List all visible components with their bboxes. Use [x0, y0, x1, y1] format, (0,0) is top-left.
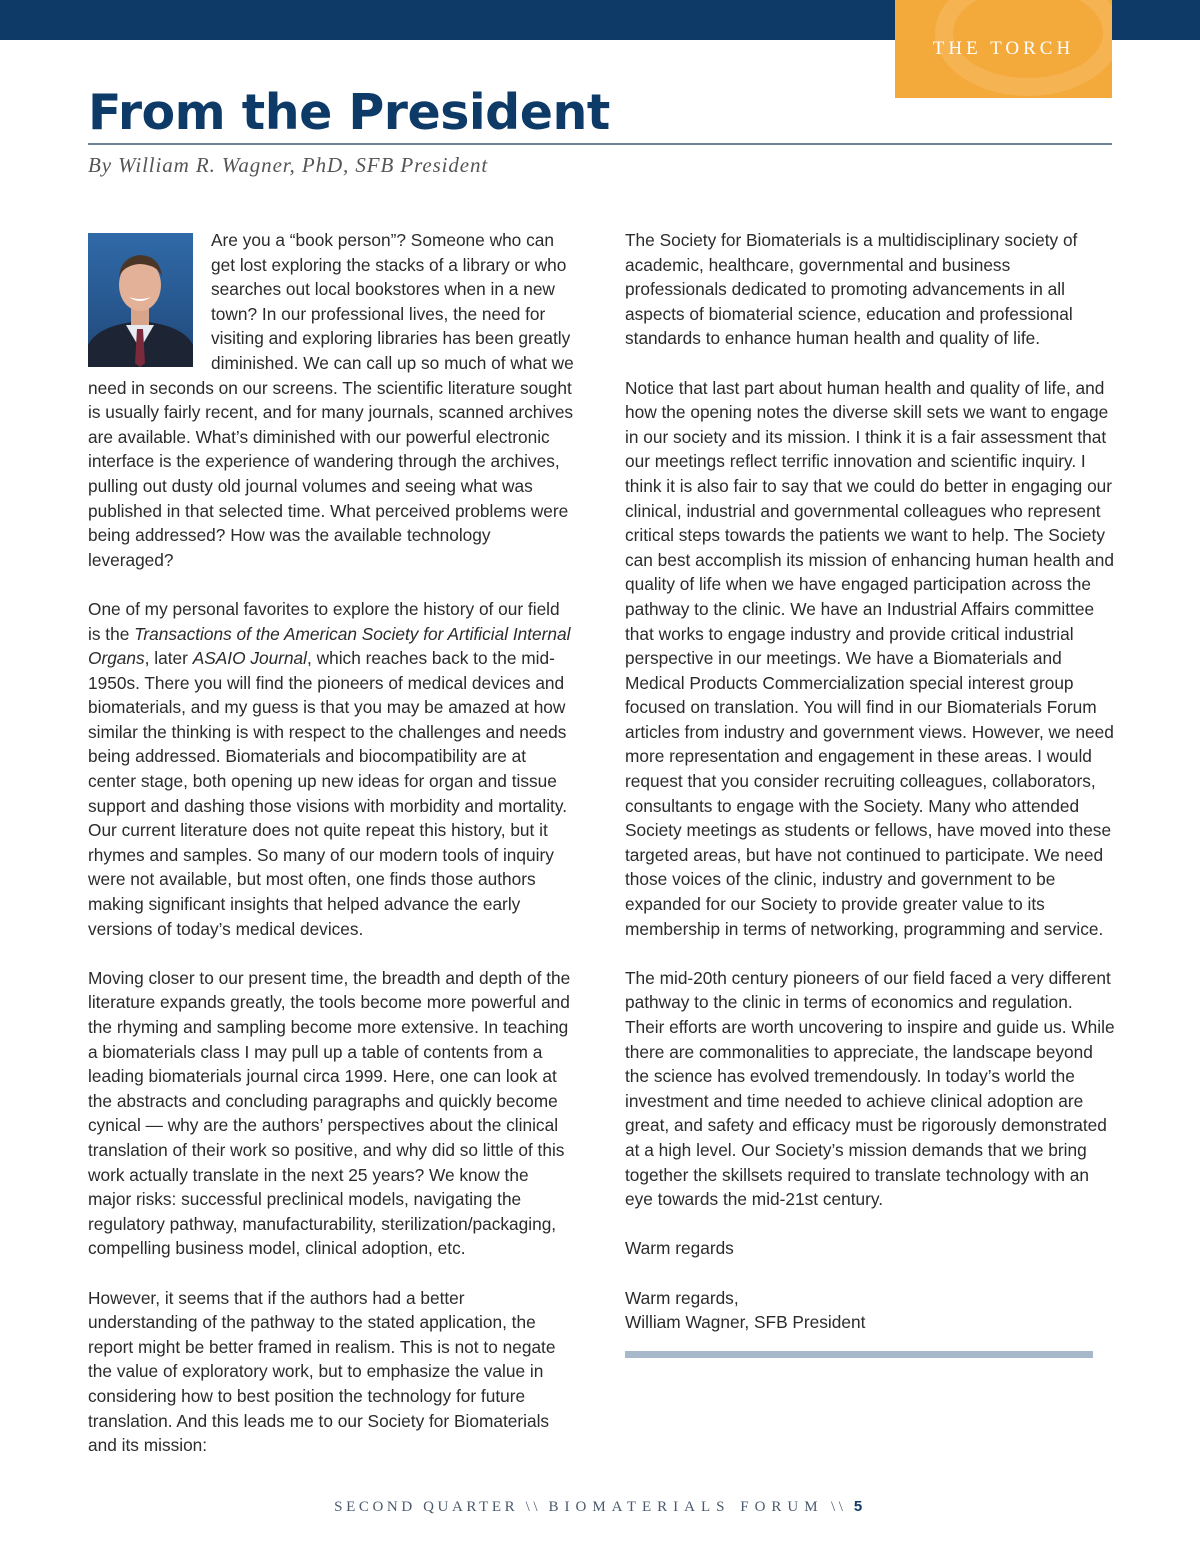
title-divider — [88, 143, 1112, 145]
closing-divider — [625, 1351, 1093, 1358]
closing-line-2: Warm regards, — [625, 1287, 739, 1308]
signature-block — [625, 1286, 1115, 1335]
left-paragraph-2 — [88, 597, 576, 941]
left-paragraph-1: Are you a “book person”? Someone who can get lost exploring the stacks of a library or who searches out local bookstores when in a new town? In our professional lives, the need for visiting and exploring libraries has been greatly diminished. We can call up so much of what we need in seconds on our screens. The scientific literature sought is usually fairly recent, and for many journals, scanned archives are available. What’s diminished with our powerful electronic interface is the experience of wandering through the archives, pulling out dusty old journal volumes and seeing what was published in that selected time. What perceived problems were being addressed? How was the available technology leveraged? — [88, 230, 574, 570]
footer-issue: SECOND QUARTER \\ — [334, 1499, 549, 1515]
left-paragraph-4: However, it seems that if the authors had a better understanding of the pathway to the stated application, the report might be better framed in realism. This is not to negate the value of exploratory work, but to emphasize the value in considering how to best position the technology for future translation. And this leads me to our Society for Biomaterials and its mission: — [88, 1287, 556, 1456]
left-column — [88, 228, 576, 1482]
left-paragraph-3: Moving closer to our present time, the breadth and depth of the literature expands greatly, the tools become more powerful and the rhyming and sampling become more extensive. In teaching a biomaterials class I may pull up a table of contents from a leading biomaterials journal circa 1999. Here, one can look at the abstracts and concluding paragraphs and quickly become cynical — why are the authors’ perspectives about the clinical translation of their work so positive, and why did so little of this work actually translate in the next 25 years? We know the major risks: successful preclinical models, navigating the regulatory pathway, manufacturability, sterilization/packaging, compelling business model, clinical adoption, etc. — [88, 967, 571, 1259]
right-paragraph-1: The Society for Biomaterials is a multidisciplinary society of academic, healthcare, governmental and business professionals dedicated to promoting advancements in all aspects of biomaterial science, education and professional standards to enhance human health and quality of life. — [625, 230, 1078, 349]
page-footer — [0, 1498, 1200, 1516]
section-tab — [895, 0, 1112, 98]
right-paragraph-2: Notice that last part about human health and quality of life, and how the opening notes the diverse skill sets we want to engage in our society and its mission. I think it is a fair assessment that our meetings reflect terrific innovation and scientific inquiry. I think it is also fair to say that we could do better in engaging our clinical, industrial and governmental colleagues who represent critical steps towards the patients we want to help. The Society can best accomplish its mission of enhancing human health and quality of life when we have engaged participation across the pathway to the clinic. We have an Industrial Affairs committee that works to engage industry and provide critical industrial perspective in our meetings. We have a Biomaterials and Medical Products Commercialization special interest group focused on translation. You will find in our Biomaterials Forum articles from industry and government views. However, we need more representation and engagement in these areas. I would request that you consider recruiting colleagues, collaborators, consultants to engage with the Society. Many who attended Society meetings as students or fellows, have moved into these targeted areas, but have not continued to participate. We need those voices of the clinic, industry and government to be expanded for our Society to provide greater value to its membership in terms of networking, programming and service. — [625, 377, 1114, 939]
right-column — [625, 228, 1115, 1358]
journal-title-transactions: Transactions of the American Society for Artificial Internal Organs — [88, 623, 571, 669]
journal-title-asaio: ASAIO Journal — [192, 648, 308, 669]
portrait-illustration — [88, 233, 193, 367]
page-title: From the President — [88, 84, 610, 141]
left-paragraph-2-lead: One of my personal favorites to explore the history of our field is the — [88, 598, 560, 644]
footer-separator: \\ — [823, 1499, 854, 1515]
page-number: 5 — [853, 1498, 866, 1515]
section-tab-label: THE TORCH — [932, 38, 1075, 59]
signature-name: William Wagner, SFB President — [625, 1312, 866, 1333]
left-paragraph-2-body: , which reaches back to the mid-1950s. There you will find the pioneers of medical devices and biomaterials, and my guess is that you may be amazed at how similar the thinking is with respect to the challenges and needs being addressed. Biomaterials and biocompatibility are at center stage, both opening up new ideas for organ and tissue support and dashing those visions with morbidity and mortality. Our current literature does not quite repeat this history, but it rhymes and samples. So many of our modern tools of inquiry were not available, but most often, one finds those authors making significant insights that helped advance the early versions of today’s medical devices. — [88, 648, 567, 939]
left-paragraph-2-join: , later — [144, 648, 193, 669]
author-photo — [88, 233, 193, 367]
right-paragraph-3: The mid-20th century pioneers of our field faced a very different pathway to the clinic in terms of economics and regulation. Their efforts are worth uncovering to inspire and guide us. While there are commonalities to appreciate, the landscape beyond the science has evolved tremendously. In today’s world the investment and time needed to achieve clinical adoption are great, and safety and efficacy must be rigorously demonstrated at a high level. Our Society’s mission demands that we bring together the skillsets required to translate technology with an eye towards the mid-21st century. — [625, 967, 1115, 1210]
footer-publication: BIOMATERIALS FORUM — [548, 1499, 824, 1515]
byline: By William R. Wagner, PhD, SFB President — [88, 153, 489, 177]
closing-line: Warm regards — [625, 1238, 734, 1259]
